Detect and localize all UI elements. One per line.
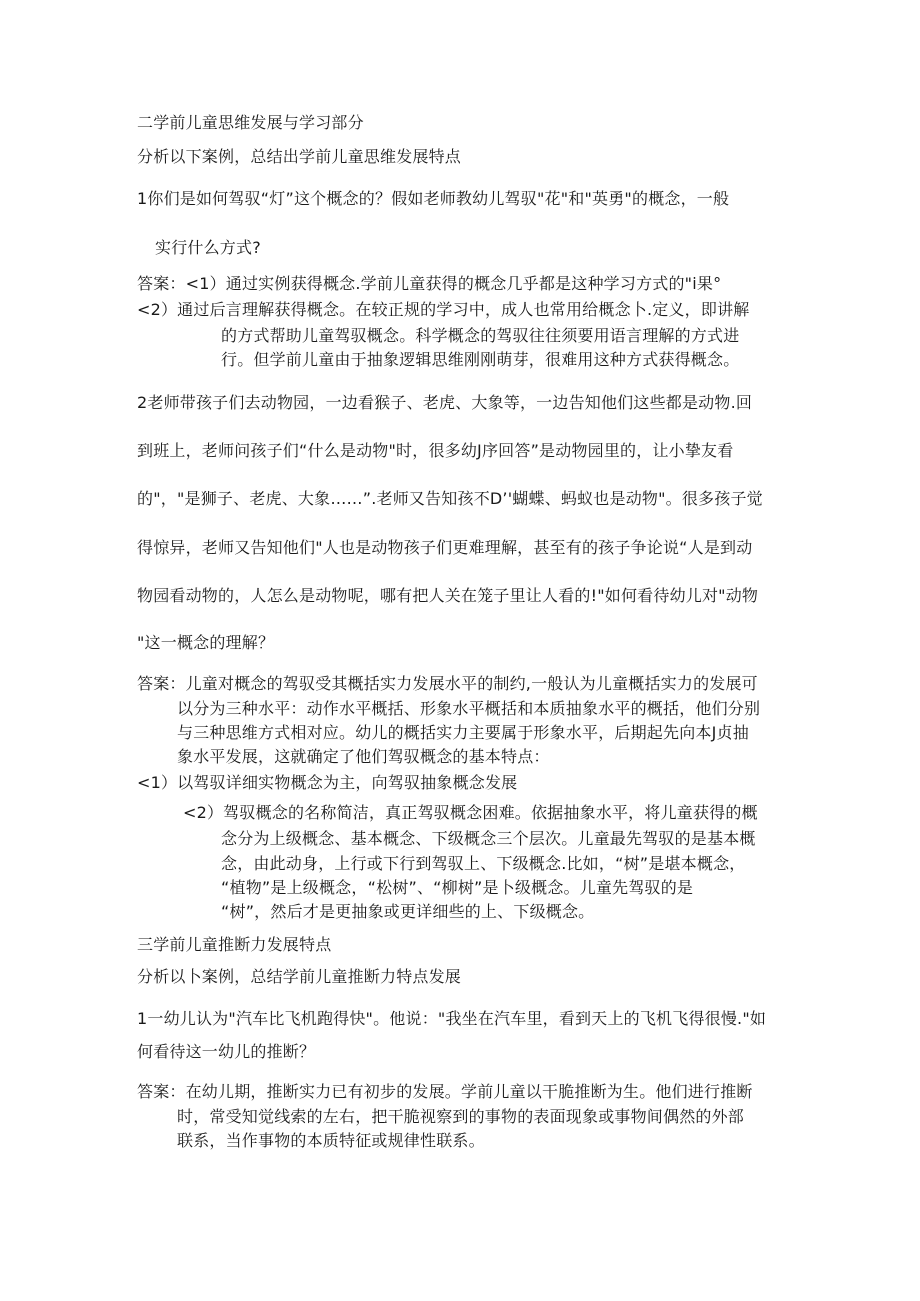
- question-3-line-1: 1一幼儿认为"汽车比飞机跑得快"。他说："我坐在汽车里，看到天上的飞机飞得很慢."如: [137, 1009, 767, 1028]
- question-2-line-2: 到班上，老师问孩子们“什么是动物"时，很多幼J序回答”是动物园里的，让小挚友看: [137, 441, 734, 460]
- section-subheading: 分析以卜案例，总结学前儿童推断力特点发展: [137, 967, 462, 986]
- question-2-line-3: 的"，"是狮子、老虎、大象……”.老师又告知孩不D’'蝴蝶、蚂蚁也是动物"。很多孩子觉: [137, 489, 763, 508]
- answer-1-line-2: <2）通过后言理解获得概念。在较正规的学习中，成人也常用给概念卜.定义，即讲解: [137, 300, 750, 319]
- answer-3-line-3: 联系，当作事物的本质特征或规律性联系。: [177, 1131, 485, 1150]
- question-3-line-2: 何看待这一幼儿的推断？: [137, 1042, 316, 1061]
- question-2-line-5: 物园看动物的，人怎么是动物呢，哪有把人关在笼子里让人看的!"如何看待幼儿对"动物: [137, 586, 759, 605]
- answer-2-line-8: 念，由此动身，上行或下行到驾驭上、下级概念.比如，“树”是堪本概念，: [221, 854, 746, 873]
- answer-2-line-3: 与三种思维方式相对应。幼儿的概括实力主要属于形象水平，后期起先向本J贞抽: [177, 723, 749, 742]
- question-2-line-4: 得惊异，老师又告知他们"人也是动物孩子们更难理解，甚至有的孩子争论说“人是到动: [137, 538, 753, 557]
- section-heading: 二学前儿童思维发展与学习部分: [137, 113, 364, 132]
- answer-2-line-5: <1）以驾驭详细实物概念为主，向驾驭抽象概念发展: [137, 773, 518, 792]
- answer-2-line-4: 象水平发展，这就确定了他们驾驭概念的基本特点：: [177, 747, 550, 766]
- question-2-line-1: 2老师带孩子们去动物园，一边看猴子、老虎、大象等，一边告知他们这些都是动物.回: [137, 393, 753, 412]
- answer-3-line-1: 答案：在幼儿期，推断实力已有初步的发展。学前儿童以干脆推断为生。他们进行推断: [137, 1082, 753, 1101]
- answer-2-line-1: 答案：儿童对概念的驾驭受其概括实力发展水平的制约,一般认为儿童概括实力的发展可: [137, 674, 758, 693]
- answer-1-line-1: 答案：<1）通过实例获得概念.学前儿童获得的概念几乎都是这种学习方式的"i果°: [137, 274, 722, 293]
- answer-1-line-4: 行。但学前儿童由于抽象逻辑思维刚刚萌芽，很难用这种方式获得概念。: [221, 350, 740, 369]
- answer-2-line-2: 以分为三种水平：动作水平概括、形象水平概括和本质抽象水平的概括，他们分别: [177, 699, 761, 718]
- answer-2-line-7: 念分为上级概念、基本概念、下级概念三个层次。儿童最先驾驭的是基本概: [221, 829, 756, 848]
- section-heading: 三学前儿童推断力发展特点: [137, 935, 332, 954]
- answer-3-line-2: 时，常受知觉线索的左右，把干脆视察到的事物的表面现象或事物间偶然的外部: [177, 1107, 745, 1126]
- section-subheading: 分析以下案例，总结出学前儿童思维发展特点: [137, 147, 462, 166]
- question-1-line-1: 1你们是如何驾驭“灯”这个概念的？假如老师教幼儿驾驭"花"和"英勇"的概念，一般: [137, 189, 730, 208]
- answer-2-line-6: <2）驾驭概念的名称简洁，真正驾驭概念困难。依据抽象水平，将儿童获得的概: [183, 803, 758, 822]
- question-2-line-6: "这一概念的理解？: [137, 633, 275, 652]
- answer-1-line-3: 的方式帮助儿童驾驭概念。科学概念的驾驭往往须要用语言理解的方式进: [221, 326, 740, 345]
- question-1-line-2: 实行什么方式?: [155, 238, 261, 257]
- answer-2-line-9: “植物”是上级概念，“松树”、“柳树”是卜级概念。儿童先驾驭的是: [221, 878, 694, 897]
- answer-2-line-10: “树”，然后才是更抽象或更详细些的上、下级概念。: [221, 902, 595, 921]
